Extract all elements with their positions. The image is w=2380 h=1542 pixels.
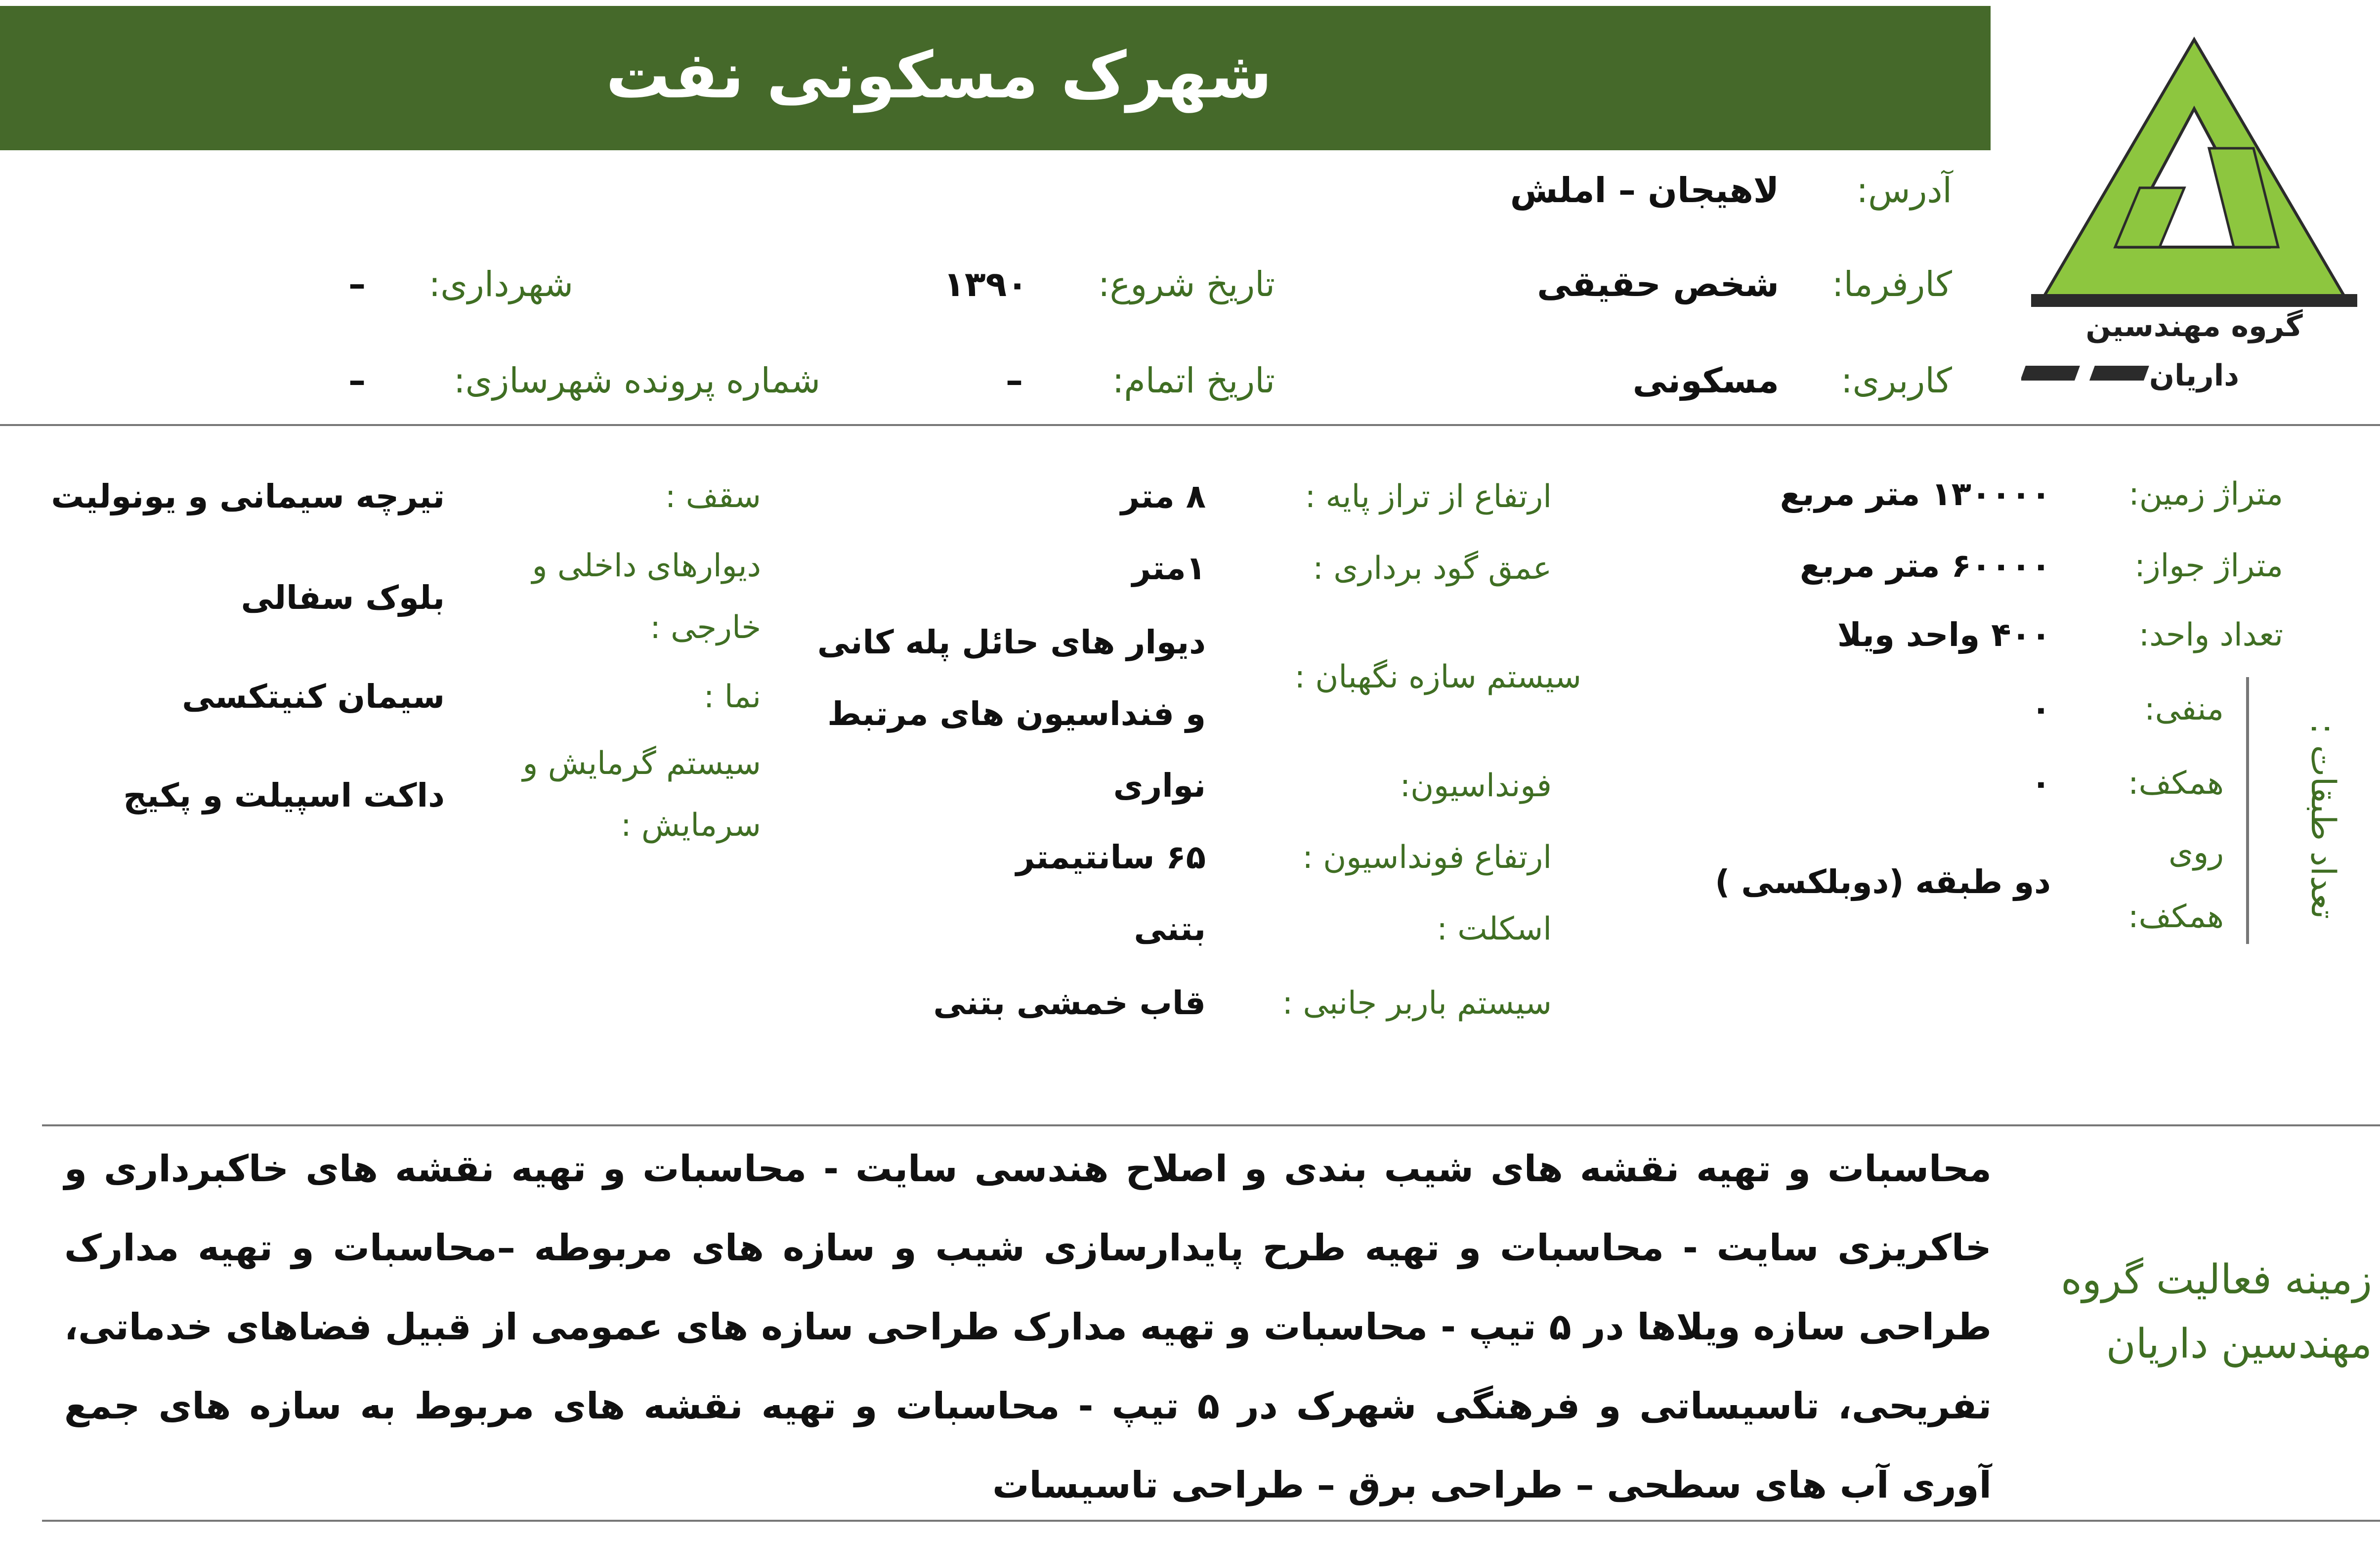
walls-value: بلوک سفالی bbox=[241, 579, 445, 617]
hvac-value: داکت اسپیلت و پکیج bbox=[123, 776, 445, 814]
retaining-system-value-2: و فنداسیون های مرتبط bbox=[827, 695, 1206, 733]
logo-text: گروه مهندسین داریان bbox=[2085, 309, 2303, 393]
scope-description: محاسبات و تهیه نقشه های شیب بندی و اصلاح هندسی سایت - محاسبات و تهیه نقشه های خاکبرداری و خاکریزی سایت - محاسبات و تهیه طرح پایدارسازی شیب و سازه های مربوطه –محاسبات و تهیه مدارک طراحی سازه ویلاها در ۵ تیپ - محاسبات و تهیه مدارک طراحی سازه های عمومی از قبیل فضاهای خدماتی، تفریحی، تاسیساتی و فرهنگی شهرک در ۵ تیپ - محاسبات و تهیه نقشه های مربوط به سازه های جمع آوری آب های سطحی – طراحی برق – طراحی تاسیسات bbox=[64, 1148, 1992, 1506]
skeleton-label: اسکلت : bbox=[1437, 911, 1552, 947]
roof-value: تیرچه سیمانی و یونولیت bbox=[51, 477, 445, 515]
retaining-system-label: سیستم سازه نگهبان : bbox=[1294, 659, 1581, 695]
height-label: ارتفاع از تراز پایه : bbox=[1305, 478, 1552, 515]
title-banner bbox=[0, 6, 1991, 150]
employer-value: شخص حقیقی bbox=[1537, 264, 1779, 304]
file-number-label: شماره پرونده شهرسازی: bbox=[454, 360, 820, 401]
scope-label: زمینه فعالیت گروه مهندسین داریان bbox=[2061, 1256, 2372, 1368]
end-date-label: تاریخ اتمام: bbox=[1112, 360, 1275, 401]
above-ground-label-1: روی bbox=[2168, 834, 2224, 871]
above-ground-value: دو طبقه (دوبلکسی ) bbox=[1715, 863, 2051, 901]
municipality-value: – bbox=[348, 264, 366, 304]
unit-count-value: ۴۰۰ واحد ویلا bbox=[1837, 616, 2051, 654]
foundation-height-label: ارتفاع فونداسیون : bbox=[1302, 839, 1552, 876]
permit-area-label: متراژ جواز: bbox=[2134, 548, 2283, 584]
facade-value: سیمان کنیتکسی bbox=[182, 678, 445, 716]
excavation-value: ۱متر bbox=[1132, 549, 1206, 587]
land-area-value: ۱۳۰۰۰۰ متر مربع bbox=[1780, 475, 2051, 513]
lateral-system-value: قاب خمشی بتنی bbox=[933, 984, 1206, 1022]
roof-label: سقف : bbox=[665, 478, 761, 515]
address-value: لاهیجان – املش bbox=[1510, 170, 1779, 211]
end-date-value: – bbox=[1006, 360, 1023, 401]
start-date-label: تاریخ شروع: bbox=[1098, 264, 1275, 304]
permit-area-value: ۶۰۰۰۰ متر مربع bbox=[1799, 547, 2051, 585]
facade-label: نما : bbox=[703, 679, 761, 715]
usage-value: مسکونی bbox=[1632, 360, 1779, 401]
excavation-label: عمق گود برداری : bbox=[1313, 550, 1552, 587]
height-value: ۸ متر bbox=[1120, 477, 1206, 515]
basement-label: منفی: bbox=[2144, 691, 2224, 728]
basement-value: ۰ bbox=[2031, 690, 2051, 728]
retaining-system-value-1: دیوار های حائل پله کانی bbox=[817, 623, 1206, 661]
foundation-height-value: ۶۵ سانتیمتر bbox=[1016, 838, 1206, 876]
ground-floor-label: همکف: bbox=[2128, 765, 2224, 802]
start-date-value: ۱۳۹۰ bbox=[943, 264, 1028, 304]
employer-label: کارفرما: bbox=[1832, 264, 1952, 304]
land-area-label: متراژ زمین: bbox=[2128, 476, 2283, 513]
lateral-system-label: سیستم باربر جانبی : bbox=[1282, 985, 1552, 1022]
foundation-value: نواری bbox=[1113, 767, 1206, 805]
scope-bottom-divider bbox=[42, 1520, 2380, 1522]
divider bbox=[0, 424, 2380, 426]
floors-label: تعداد طبقات : bbox=[2303, 723, 2342, 919]
company-logo bbox=[2021, 25, 2367, 400]
hvac-label-1: سیستم گرمایش و bbox=[522, 745, 761, 782]
floors-divider bbox=[2246, 677, 2249, 944]
address-label: آدرس: bbox=[1856, 170, 1952, 211]
foundation-label: فونداسیون: bbox=[1400, 768, 1552, 804]
above-ground-label-2: همکف: bbox=[2128, 899, 2224, 935]
page-title: شهرک مسکونی نفت bbox=[605, 38, 1273, 113]
scope-top-divider bbox=[42, 1124, 2380, 1126]
ground-floor-value: ۰ bbox=[2031, 764, 2051, 802]
walls-label-2: خارجی : bbox=[650, 609, 761, 646]
unit-count-label: تعداد واحد: bbox=[2138, 617, 2283, 653]
file-number-value: – bbox=[348, 360, 366, 401]
municipality-label: شهرداری: bbox=[428, 264, 573, 304]
walls-label-1: دیوارهای داخلی و bbox=[532, 548, 761, 584]
usage-label: کاربری: bbox=[1841, 360, 1952, 401]
hvac-label-2: سرمایش : bbox=[620, 807, 761, 844]
skeleton-value: بتنی bbox=[1134, 910, 1206, 948]
